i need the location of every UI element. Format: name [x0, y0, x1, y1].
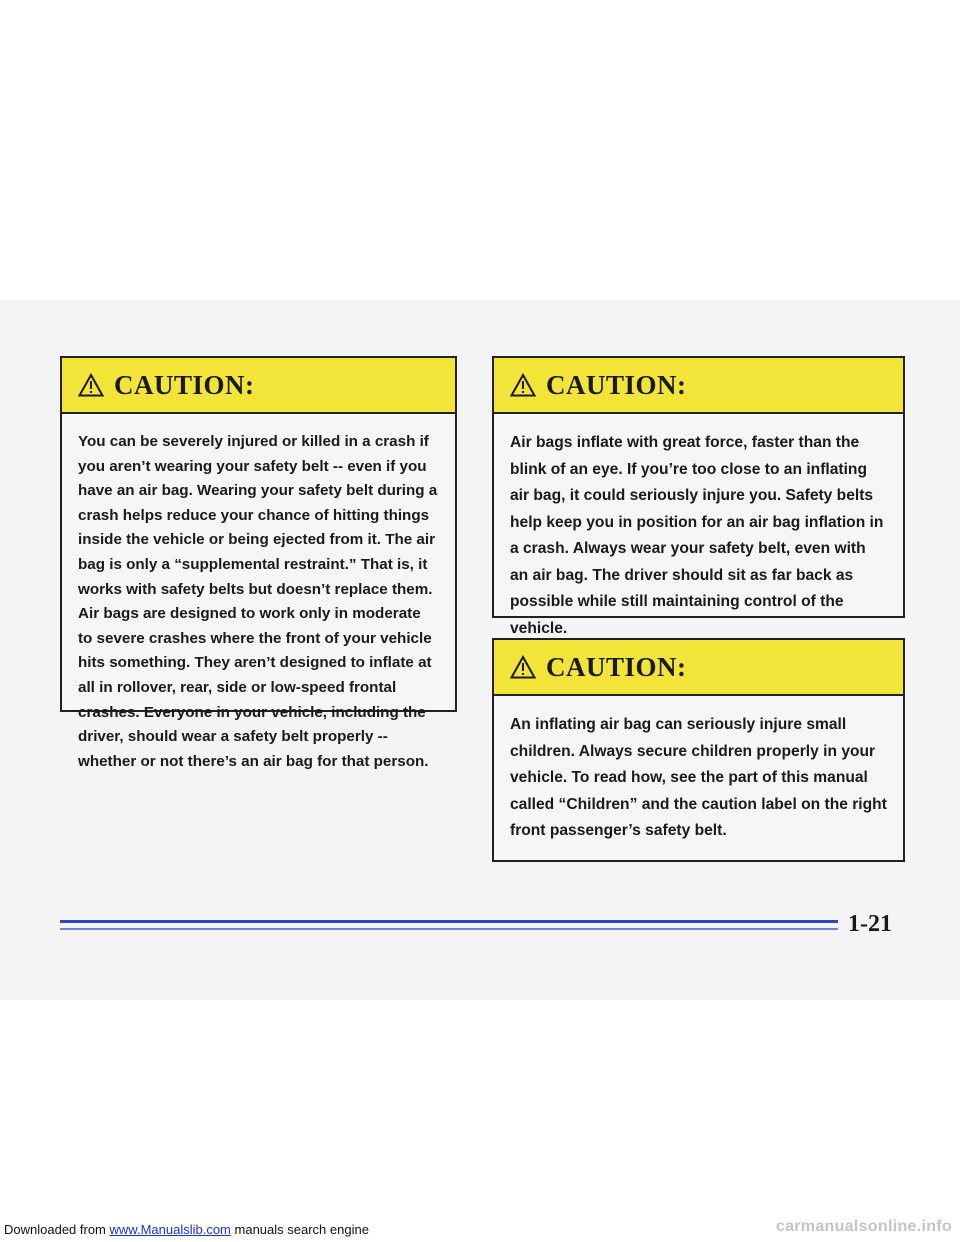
footer-rule-main: [60, 920, 838, 923]
watermark: carmanualsonline.info: [775, 1218, 952, 1235]
caution-text: An inflating air bag can seriously injure small children. Always secure children properly in your vehicle. To read how, see the part of this manual called “Children” and the caution label on the right front passenger’s safety belt.: [510, 716, 887, 839]
caution-box-inflation-force: [492, 356, 905, 637]
caution-text: Air bags inflate with great force, faster than the blink of an eye. If you’re too close to an inflating air bag, it could seriously injure you. Safety belts help keep you in position for an air bag inflation in a crash. Always wear your safety belt, even with an air bag. The driver should sit as far back as possible while still maintaining control of the vehicle.: [510, 434, 884, 637]
caution-box-children: [492, 638, 905, 862]
caution-title: CAUTION:: [546, 369, 687, 400]
caution-title: CAUTION:: [546, 651, 687, 682]
caution-header: [494, 358, 903, 414]
manualslib-link[interactable]: www.Manualslib.com: [109, 1222, 231, 1237]
download-footer: [4, 1222, 369, 1237]
caution-text: You can be severely injured or killed in a crash if you aren’t wearing your safety belt -- even if you have an air bag. Wearing your safety belt during a crash helps reduce your chance of hitting things inside the vehicle or being ejected from it. The air bag is only a “supplemental restraint.” That is, it works with safety belts but doesn’t replace them. Air bags are designed to work only in moderate to severe crashes where the front of your vehicle hits something. They aren’t designed to inflate at all in rollover, rear, side or low-speed frontal crashes. Everyone in your vehicle, including the driver, should wear a safety belt properly -- whether or not there’s an air bag for that person.: [78, 433, 438, 770]
warning-triangle-icon: [78, 373, 104, 397]
caution-header: [494, 640, 903, 696]
warning-triangle-icon: [510, 373, 536, 397]
footer-suffix: manuals search engine: [234, 1222, 369, 1237]
footer-prefix: Downloaded from: [4, 1222, 106, 1237]
page-number: 1-21: [848, 911, 892, 937]
top-margin: [0, 0, 960, 300]
footer-rule-thin: [60, 928, 838, 930]
caution-box-safety-belt: [60, 356, 457, 770]
caution-title: CAUTION:: [114, 369, 255, 400]
bottom-margin: [0, 1000, 960, 1242]
warning-triangle-icon: [510, 655, 536, 679]
caution-header: [62, 358, 455, 414]
